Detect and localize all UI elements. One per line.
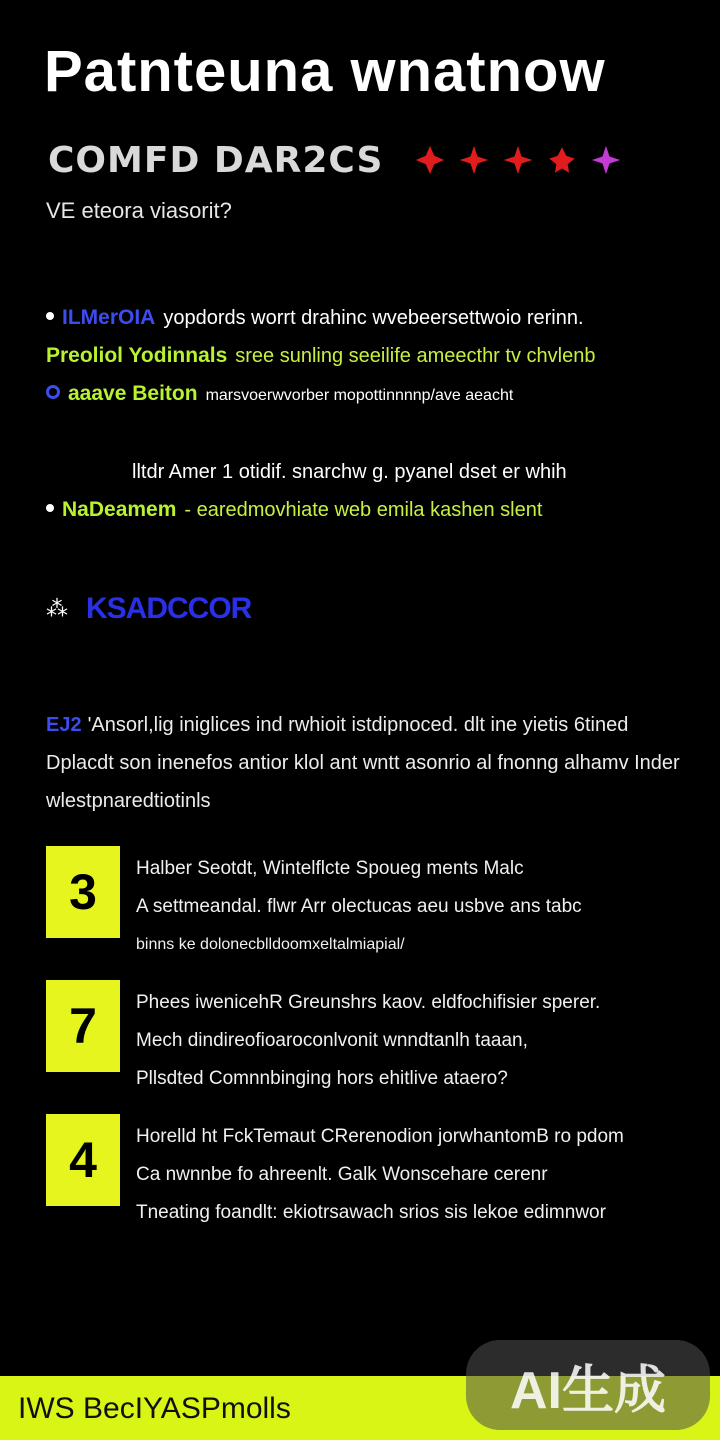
footer-text: IWS BecIYASPmolls: [18, 1392, 291, 1425]
red-star-icon: [413, 143, 447, 177]
star-rating: [413, 143, 623, 177]
red-star-icon: [457, 143, 491, 177]
note-list: [46, 460, 686, 536]
note-text: - earedmovhiate web emila kashen slent: [184, 499, 543, 521]
page-subtitle: COMFD DAR2CS: [48, 139, 384, 181]
feature-text: marsvoerwvorber mopottinnnnp/ave aeacht: [205, 387, 514, 404]
feature-text: sree sunling seeilife ameecthr tv chvlenb: [235, 345, 596, 367]
tagline: VE eteora viasorit?: [46, 198, 232, 223]
note-label: NaDeamem: [62, 498, 177, 521]
step-list: [46, 846, 686, 1248]
step-item: [46, 1114, 686, 1248]
ai-watermark: AI生成: [466, 1340, 710, 1430]
step-line: Phees iwenicehR Greunshrs kaov. eldfochifisier sperer.: [136, 992, 601, 1013]
step-number-badge: 7: [46, 980, 120, 1072]
bullet-icon: [46, 312, 54, 320]
paragraph-number: EJ2: [46, 714, 82, 736]
ring-bullet-icon: [46, 385, 60, 399]
step-text: [136, 850, 686, 964]
paragraph-text: 'Ansorl,lig iniglices ind rwhioit istdipnoced. dlt ine yietis 6tined Dplacdt son inenefos antior klol ant wntt asonrio al fnonng alhamv Inder wlestpnaredtiotinls: [46, 714, 680, 812]
feature-label: Preoliol Yodinnals: [46, 344, 228, 367]
feature-list: [46, 306, 686, 420]
step-line: Mech dindireofioaroconlvonit wnndtanlh taaan,: [136, 1030, 528, 1051]
note-text: lltdr Amer 1 otidif. snarchw g. pyanel dset er whih: [132, 461, 567, 483]
step-text: [136, 984, 686, 1098]
feature-item: [46, 306, 686, 344]
note-item: [46, 460, 686, 498]
step-item: [46, 846, 686, 980]
step-line: Halber Seotdt, Wintelflcte Spoueg ments Malc: [136, 858, 524, 879]
step-text: [136, 1118, 686, 1232]
step-line: Ca nwnnbe fo ahreenlt. Galk Wonscehare cerenr: [136, 1164, 548, 1185]
intro-paragraph: [46, 706, 686, 820]
step-number-badge: 3: [46, 846, 120, 938]
section-title: KSADCCOR: [86, 592, 252, 625]
step-line: binns ke dolonecblldoomxeltalmiapial/: [136, 936, 405, 953]
step-line: A settmeandal. flwr Arr olectucas aeu usbve ans tabc: [136, 896, 582, 917]
step-line: Horelld ht FckTemaut CRerenodion jorwhantomB ro pdom: [136, 1126, 624, 1147]
red-star-icon: [545, 143, 579, 177]
sparkle-icon: ⁂: [46, 596, 68, 621]
red-star-icon: [501, 143, 535, 177]
step-number-badge: 4: [46, 1114, 120, 1206]
subtitle-row: [48, 138, 678, 182]
step-item: [46, 980, 686, 1114]
feature-label: ILMerOIA: [62, 306, 156, 329]
note-item: [46, 498, 686, 536]
feature-label: aaave Beiton: [68, 382, 198, 405]
magenta-star-icon: [589, 143, 623, 177]
step-line: Tneating foandlt: ekiotrsawach srios sis lekoe edimnwor: [136, 1202, 606, 1223]
step-line: Pllsdted Comnnbinging hors ehitlive ataero?: [136, 1068, 508, 1089]
section-heading: [46, 592, 251, 626]
feature-item: [46, 344, 686, 382]
feature-item: [46, 382, 686, 420]
bullet-icon: [46, 504, 54, 512]
feature-text: yopdords worrt drahinc wvebeersettwoio rerinn.: [163, 307, 584, 329]
page-title: Patnteuna wnatnow: [44, 39, 606, 104]
